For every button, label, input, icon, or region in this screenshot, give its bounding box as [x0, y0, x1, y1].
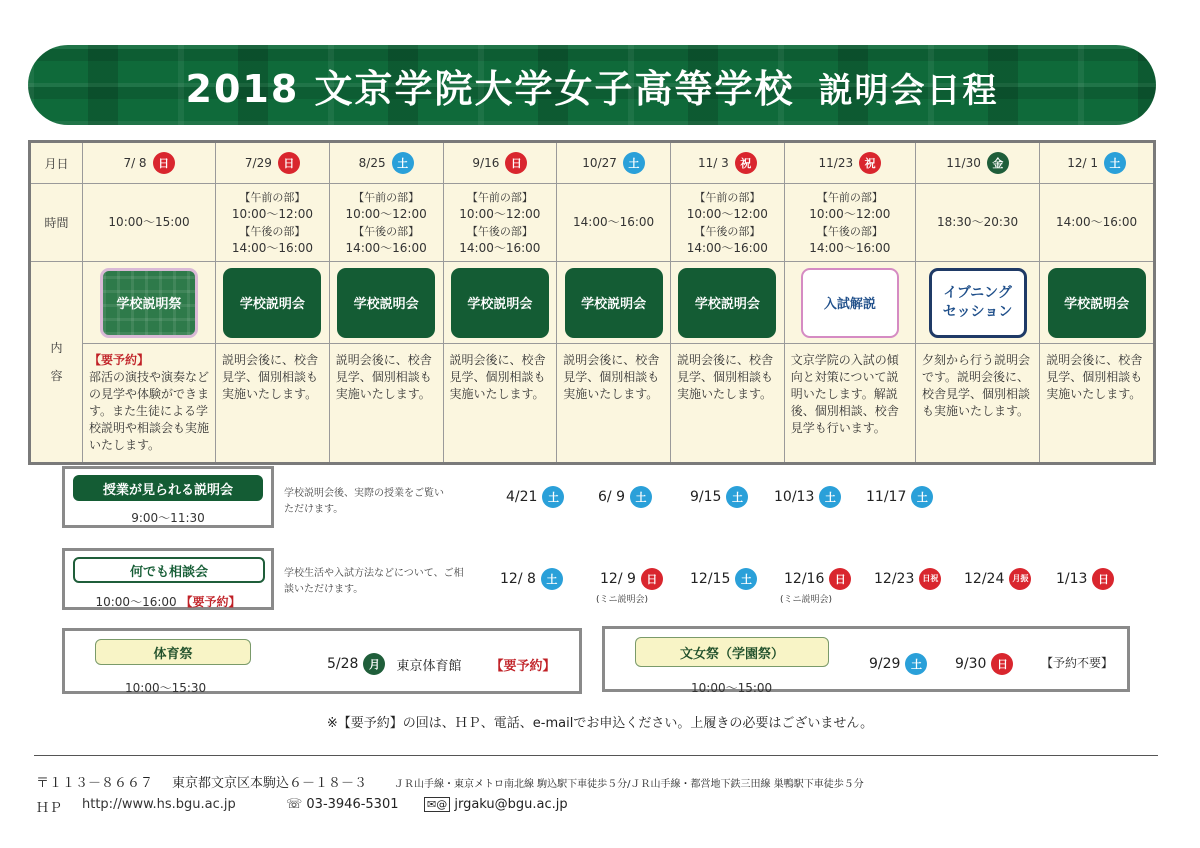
event-badge: イブニングセッション — [929, 268, 1027, 338]
date-chip — [690, 486, 748, 508]
reservation-notice: ※【要予約】の回は、ＨＰ、電話、e-mailでお申込ください。上履きの必要はございません。 — [326, 716, 874, 731]
date-text: 7/29 — [244, 156, 272, 170]
desc-cell — [784, 344, 915, 464]
time-line: 【午前の部】 — [353, 190, 420, 204]
date-cell — [1040, 142, 1155, 184]
consult-time-line — [65, 593, 271, 610]
hp-label: ＨＰ — [36, 801, 63, 816]
consult-note: 学校生活や入試方法などについて、ご相談いただけます。 — [284, 568, 464, 595]
time-line: 【午後の部】 — [353, 224, 420, 238]
event-badge: 学校説明会 — [678, 268, 776, 338]
content-label-2: 容 — [50, 369, 63, 383]
festival-date-2 — [955, 653, 1013, 675]
date-row — [30, 142, 1155, 184]
festival-day1-badge: 土 — [905, 653, 927, 675]
address: 東京都文京区本駒込６－１８－３ — [172, 776, 368, 791]
desc-text: 部活の演技や演奏などの見学や体験ができます。また生徒による学校説明や相談会も実施いたします。 — [89, 370, 210, 452]
date-wrap — [472, 152, 527, 174]
desc-cell — [915, 344, 1039, 464]
day-badge: 日 — [278, 152, 300, 174]
festival-day2-badge: 日 — [991, 653, 1013, 675]
phone-number: 03-3946-5301 — [306, 797, 399, 812]
title-text: 2018 文京学院大学女子高等学校 — [185, 66, 795, 111]
time-line: 【午後の部】 — [239, 224, 306, 238]
date-cell — [557, 142, 671, 184]
day-badge: 土 — [392, 152, 414, 174]
content-label-1: 内 — [50, 341, 63, 355]
date-chip-badge: 土 — [911, 486, 933, 508]
time-cell — [1040, 184, 1155, 262]
time-line: 14:00～16:00 — [686, 240, 768, 255]
lesson-title: 授業が見られる説明会 — [73, 475, 263, 501]
desc-text: 説明会後に、校舎見学、個別相談も実施いたします。 — [335, 353, 432, 401]
date-wrap — [1067, 152, 1126, 174]
day-badge: 日 — [505, 152, 527, 174]
event-badge: 学校説明祭 — [100, 268, 198, 338]
time-row — [30, 184, 1155, 262]
time-cell — [83, 184, 216, 262]
hp-link[interactable]: http://www.hs.bgu.ac.jp — [82, 797, 236, 812]
phone — [286, 797, 399, 812]
date-chip-badge: 日 — [641, 568, 663, 590]
day-badge: 祝 — [859, 152, 881, 174]
desc-text: 文京学院の入試の傾向と対策について説明いたします。解説後、個別相談、校舎見学も行います。 — [790, 353, 899, 435]
event-cell — [1040, 262, 1155, 344]
date-chip — [598, 486, 652, 508]
date-wrap — [946, 152, 1009, 174]
date-label: 月日 — [30, 142, 83, 184]
desc-text: 説明会後に、校舎見学、個別相談も実施いたします。 — [1046, 353, 1143, 401]
time-line: 14:00～16:00 — [231, 240, 313, 255]
consult-time: 10:00～16:00 — [95, 595, 177, 609]
date-chip-badge: 土 — [726, 486, 748, 508]
date-chip-badge: 日 — [1092, 568, 1114, 590]
consult-req: 【要予約】 — [180, 595, 241, 609]
time-cell — [670, 184, 784, 262]
date-chip-text: 12/ 9 — [600, 571, 636, 587]
date-chip — [690, 568, 757, 590]
date-chip-text: 12/23 — [874, 571, 915, 587]
desc-row — [30, 344, 1155, 464]
date-chip-text: 12/ 8 — [500, 571, 536, 587]
time-line: 【午前の部】 — [239, 190, 306, 204]
event-badge: 入試解説 — [801, 268, 899, 338]
time-cell — [784, 184, 915, 262]
sports-title: 体育祭 — [95, 639, 251, 665]
sports-date-text: 5/28 — [327, 656, 359, 672]
page-title — [186, 58, 999, 113]
time-cell — [329, 184, 443, 262]
desc-cell — [443, 344, 557, 464]
event-cell — [329, 262, 443, 344]
date-text: 9/16 — [472, 156, 500, 170]
event-badge: 学校説明会 — [451, 268, 549, 338]
lesson-box — [62, 466, 274, 528]
reservation-required: 【要予約】 — [89, 353, 150, 367]
sports-date — [327, 653, 555, 675]
consult-box — [62, 548, 274, 610]
festival-date2-text: 9/30 — [955, 656, 987, 672]
date-chip-sub: (ミニ説明会) — [596, 595, 649, 605]
time-line: 14:00～16:00 — [459, 240, 541, 255]
time-line: 10:00～12:00 — [345, 206, 427, 221]
header-banner — [28, 45, 1156, 125]
desc-text: 説明会後に、校舎見学、個別相談も実施いたします。 — [563, 353, 660, 401]
date-chip — [1056, 568, 1114, 590]
festival-date1-text: 9/29 — [869, 656, 901, 672]
sports-box — [62, 628, 582, 694]
sports-req: 【要予約】 — [490, 658, 556, 674]
schedule-table — [28, 140, 1156, 465]
date-chip-text: 12/16 — [784, 571, 825, 587]
date-chip — [874, 568, 941, 590]
date-chip-text: 10/13 — [774, 489, 815, 505]
sports-day-badge: 月 — [363, 653, 385, 675]
date-chip-text: 4/21 — [506, 489, 538, 505]
lesson-time: 9:00～11:30 — [131, 511, 205, 525]
time-cell — [557, 184, 671, 262]
date-cell — [83, 142, 216, 184]
date-chip — [866, 486, 933, 508]
date-chip — [500, 568, 563, 590]
desc-cell — [557, 344, 671, 464]
time-line: 【午後の部】 — [466, 224, 533, 238]
day-badge: 土 — [1104, 152, 1126, 174]
desc-cell — [216, 344, 330, 464]
festival-title: 文女祭（学園祭） — [635, 637, 829, 667]
date-cell — [915, 142, 1039, 184]
date-cell — [784, 142, 915, 184]
festival-note: 【予約不要】 — [1041, 656, 1114, 670]
time-line: 【午後の部】 — [694, 224, 761, 238]
date-text: 8/25 — [358, 156, 386, 170]
date-wrap — [123, 152, 174, 174]
day-badge: 土 — [623, 152, 645, 174]
subtitle-text: 説明会日程 — [818, 70, 999, 111]
date-text: 11/30 — [946, 156, 981, 170]
event-cell — [670, 262, 784, 344]
event-badge: 学校説明会 — [223, 268, 321, 338]
desc-cell — [670, 344, 784, 464]
date-chip-text: 1/13 — [1056, 571, 1088, 587]
time-line: 【午前の部】 — [466, 190, 533, 204]
email — [424, 797, 568, 812]
event-cell — [83, 262, 216, 344]
date-wrap — [582, 152, 645, 174]
time-line: 14:00～16:00 — [345, 240, 427, 255]
event-badge: 学校説明会 — [1048, 268, 1146, 338]
content-label — [30, 262, 83, 464]
time-label: 時間 — [30, 184, 83, 262]
date-chip — [784, 568, 851, 590]
date-wrap — [245, 152, 300, 174]
date-chip-sub: (ミニ説明会) — [780, 595, 833, 605]
phone-icon: ☏ — [286, 797, 303, 812]
sports-time: 10:00～15:30 — [125, 681, 207, 695]
desc-text: 説明会後に、校舎見学、個別相談も実施いたします。 — [222, 353, 319, 401]
event-badge: 学校説明会 — [565, 268, 663, 338]
date-chip-badge: 土 — [541, 568, 563, 590]
date-cell — [216, 142, 330, 184]
desc-text: 説明会後に、校舎見学、個別相談も実施いたします。 — [676, 353, 773, 401]
time-line: 10:00～12:00 — [809, 206, 891, 221]
time-line: 10:00～12:00 — [231, 206, 313, 221]
date-wrap — [359, 152, 414, 174]
event-cell — [915, 262, 1039, 344]
day-badge: 祝 — [735, 152, 757, 174]
date-chip-text: 12/15 — [690, 571, 731, 587]
event-row — [30, 262, 1155, 344]
date-chip-badge: 土 — [819, 486, 841, 508]
time-line: 10:00～12:00 — [686, 206, 768, 221]
festival-time: 10:00～15:00 — [691, 681, 773, 695]
desc-text: 説明会後に、校舎見学、個別相談も実施いたします。 — [449, 353, 546, 401]
date-text: 10/27 — [582, 156, 617, 170]
date-text: 11/23 — [818, 156, 854, 170]
date-wrap — [819, 152, 882, 174]
access-info: ＪＲ山手線・東京メトロ南北線 駒込駅下車徒歩５分/ＪＲ山手線・都営地下鉄三田線 巣鴨駅下車徒歩５分 — [394, 779, 864, 790]
time-line: 【午前の部】 — [816, 190, 883, 204]
date-chip — [506, 486, 564, 508]
time-cell — [443, 184, 557, 262]
date-chip-text: 12/24 — [964, 571, 1005, 587]
time-line: 10:00～12:00 — [459, 206, 541, 221]
event-badge: 学校説明会 — [337, 268, 435, 338]
date-text: 11/ 3 — [697, 156, 729, 170]
desc-cell — [1040, 344, 1155, 464]
email-icon: ✉@ — [424, 797, 450, 812]
date-cell — [670, 142, 784, 184]
date-chip — [964, 568, 1031, 590]
desc-cell — [83, 344, 216, 464]
festival-date-1 — [869, 653, 927, 675]
time-cell — [915, 184, 1039, 262]
desc-cell — [329, 344, 443, 464]
sports-place: 東京体育館 — [396, 658, 462, 674]
date-wrap — [698, 152, 757, 174]
event-cell — [443, 262, 557, 344]
consult-title: 何でも相談会 — [73, 557, 265, 583]
postal-code: 〒１１３－８６６７ — [36, 776, 154, 791]
date-text: 12/ 1 — [1067, 156, 1098, 170]
footer-divider — [34, 755, 1158, 756]
event-cell — [557, 262, 671, 344]
date-chip-badge: 土 — [630, 486, 652, 508]
desc-text: 夕刻から行う説明会です。説明会後に、校舎見学、個別相談も実施いたします。 — [921, 353, 1030, 418]
date-chip — [774, 486, 841, 508]
time-line: 【午後の部】 — [816, 224, 883, 238]
date-cell — [443, 142, 557, 184]
time-line: 【午前の部】 — [694, 190, 761, 204]
date-chip — [600, 568, 663, 590]
time-line: 14:00～16:00 — [809, 240, 891, 255]
day-badge: 金 — [987, 152, 1009, 174]
time-cell — [216, 184, 330, 262]
festival-box — [602, 626, 1130, 695]
date-chip-badge: 日祝 — [919, 568, 941, 590]
event-cell — [216, 262, 330, 344]
date-cell — [329, 142, 443, 184]
event-cell — [784, 262, 915, 344]
date-chip-badge: 日 — [829, 568, 851, 590]
time-line: 18:30～20:30 — [936, 215, 1019, 229]
email-address[interactable]: jrgaku@bgu.ac.jp — [454, 797, 568, 812]
date-chip-badge: 月振 — [1009, 568, 1031, 590]
date-chip-text: 9/15 — [690, 489, 722, 505]
time-line: 14:00～16:00 — [1056, 215, 1138, 229]
time-line: 10:00～15:00 — [108, 215, 190, 229]
lesson-note: 学校説明会後、実際の授業をご覧いただけます。 — [284, 488, 444, 515]
date-chip-badge: 土 — [735, 568, 757, 590]
date-chip-badge: 土 — [542, 486, 564, 508]
time-line: 14:00～16:00 — [573, 215, 655, 229]
date-text: 7/ 8 — [123, 156, 147, 170]
day-badge: 日 — [153, 152, 175, 174]
date-chip-text: 11/17 — [866, 489, 907, 505]
date-chip-text: 6/ 9 — [598, 489, 625, 505]
